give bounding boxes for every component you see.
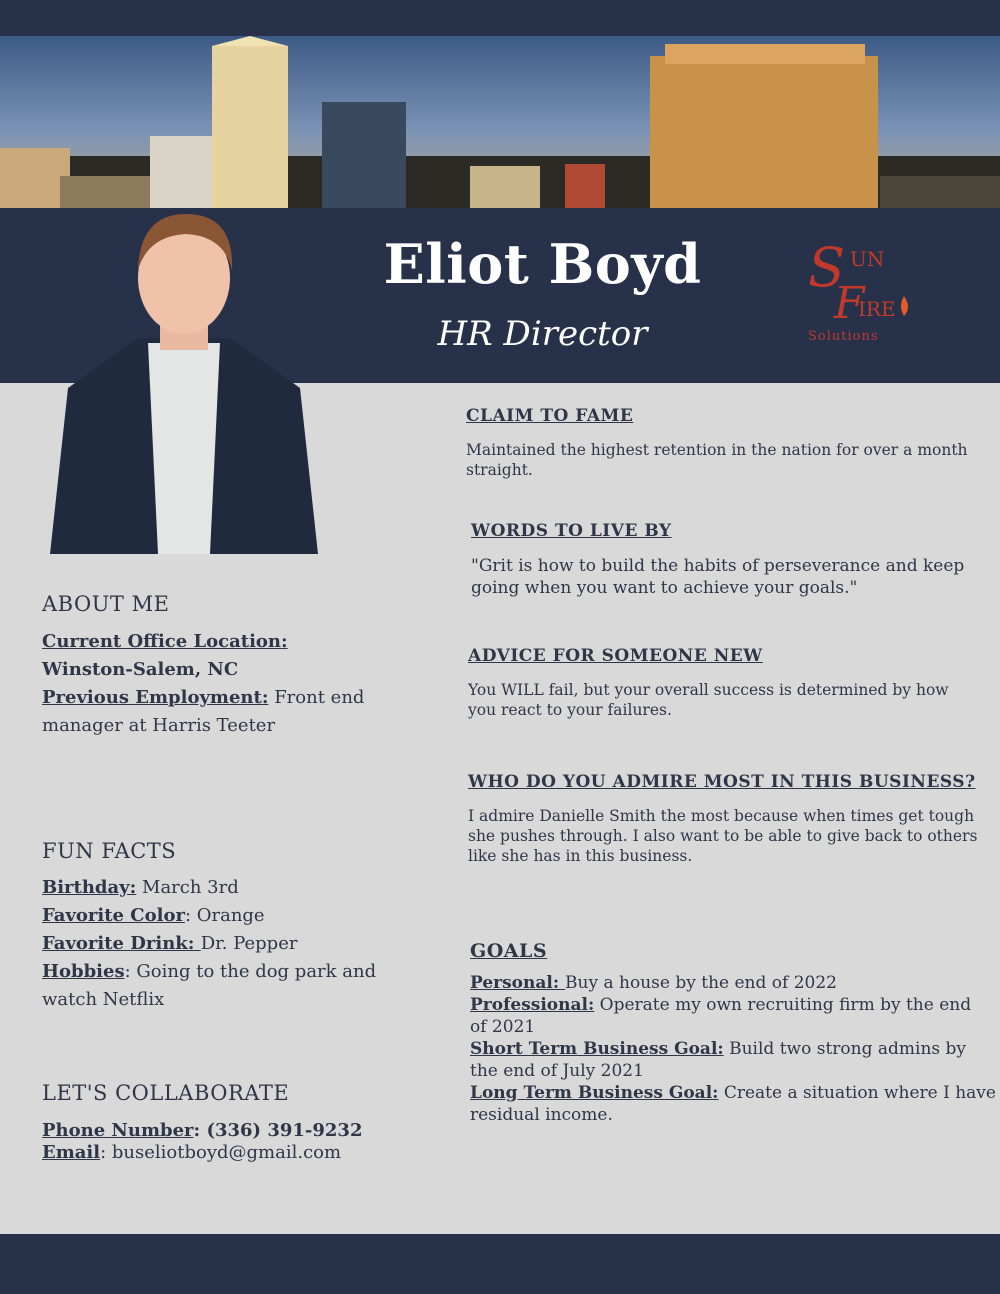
city-skyline-banner bbox=[0, 36, 1000, 208]
sun-fire-logo bbox=[800, 228, 920, 348]
birthday-value: March 3rd bbox=[136, 877, 239, 898]
email-value: : buseliotboyd@gmail.com bbox=[100, 1142, 342, 1163]
advice-line: you react to your failures. bbox=[468, 701, 672, 719]
email-label: Email bbox=[42, 1142, 101, 1163]
location-label: Current Office Location: bbox=[42, 631, 288, 652]
advice-text bbox=[468, 680, 949, 720]
claim-line: Maintained the highest retention in the nation for over a month bbox=[466, 441, 968, 459]
logo-f-letter: F bbox=[834, 278, 865, 329]
phone-label: Phone Number bbox=[42, 1120, 194, 1141]
about-section bbox=[42, 628, 364, 740]
short-term-value-cont: the end of July 2021 bbox=[470, 1061, 644, 1081]
phone-value: : (336) 391-9232 bbox=[193, 1120, 363, 1141]
drink-value: Dr. Pepper bbox=[200, 933, 298, 954]
long-term-value: Create a situation where I have bbox=[718, 1083, 996, 1103]
collaborate-heading: LET'S COLLABORATE bbox=[42, 1081, 290, 1105]
collaborate-section bbox=[42, 1120, 362, 1164]
birthday-label: Birthday: bbox=[42, 877, 137, 898]
profile-name: Eliot Boyd bbox=[383, 232, 702, 296]
flame-icon bbox=[901, 296, 908, 316]
personal-label: Personal: bbox=[470, 973, 566, 993]
location-value: Winston-Salem, NC bbox=[42, 659, 239, 680]
goals-section bbox=[470, 972, 996, 1126]
logo-sun-text: UN bbox=[850, 247, 885, 271]
words-text bbox=[471, 555, 964, 599]
logo-solutions-text: Solutions bbox=[808, 329, 879, 344]
short-term-value: Build two strong admins by bbox=[723, 1039, 967, 1059]
claim-text bbox=[466, 440, 968, 480]
bottom-band bbox=[0, 1234, 1000, 1294]
short-term-label: Short Term Business Goal: bbox=[470, 1039, 724, 1059]
admire-text bbox=[468, 806, 977, 866]
hobbies-value-cont: watch Netflix bbox=[42, 989, 165, 1010]
admire-heading: WHO DO YOU ADMIRE MOST IN THIS BUSINESS? bbox=[468, 772, 976, 792]
color-value: : Orange bbox=[184, 905, 265, 926]
claim-line: straight. bbox=[466, 461, 533, 479]
about-heading: ABOUT ME bbox=[42, 592, 170, 616]
professional-value-cont: of 2021 bbox=[470, 1017, 536, 1037]
color-label: Favorite Color bbox=[42, 905, 185, 926]
advice-heading: ADVICE FOR SOMEONE NEW bbox=[468, 646, 763, 666]
words-heading: WORDS TO LIVE BY bbox=[471, 521, 672, 541]
profile-photo bbox=[48, 208, 320, 554]
logo-ire-text: IRE bbox=[858, 297, 896, 321]
employment-label: Previous Employment: bbox=[42, 687, 269, 708]
drink-label: Favorite Drink: bbox=[42, 933, 201, 954]
words-line: "Grit is how to build the habits of perseverance and keep bbox=[471, 556, 965, 576]
employment-value: Front end bbox=[268, 687, 365, 708]
personal-value: Buy a house by the end of 2022 bbox=[565, 973, 837, 993]
hobbies-label: Hobbies bbox=[42, 961, 125, 982]
admire-line: she pushes through. I also want to be able to give back to others bbox=[468, 827, 978, 845]
professional-label: Professional: bbox=[470, 995, 595, 1015]
long-term-value-cont: residual income. bbox=[470, 1105, 613, 1125]
profile-title: HR Director bbox=[437, 314, 648, 354]
professional-value: Operate my own recruiting firm by the end bbox=[594, 995, 972, 1015]
claim-heading: CLAIM TO FAME bbox=[466, 406, 634, 426]
top-band bbox=[0, 0, 1000, 36]
long-term-label: Long Term Business Goal: bbox=[470, 1083, 719, 1103]
admire-line: like she has in this business. bbox=[468, 847, 693, 865]
goals-heading: GOALS bbox=[470, 940, 548, 962]
fun-facts-section bbox=[42, 874, 376, 1014]
advice-line: You WILL fail, but your overall success is determined by how bbox=[468, 681, 949, 699]
fun-facts-heading: FUN FACTS bbox=[42, 839, 177, 863]
employment-value-cont: manager at Harris Teeter bbox=[42, 715, 276, 736]
admire-line: I admire Danielle Smith the most because when times get tough bbox=[468, 807, 975, 825]
hobbies-value: : Going to the dog park and bbox=[124, 961, 377, 982]
words-line: going when you want to achieve your goals." bbox=[471, 578, 858, 598]
logo-s-letter: S bbox=[808, 236, 845, 299]
